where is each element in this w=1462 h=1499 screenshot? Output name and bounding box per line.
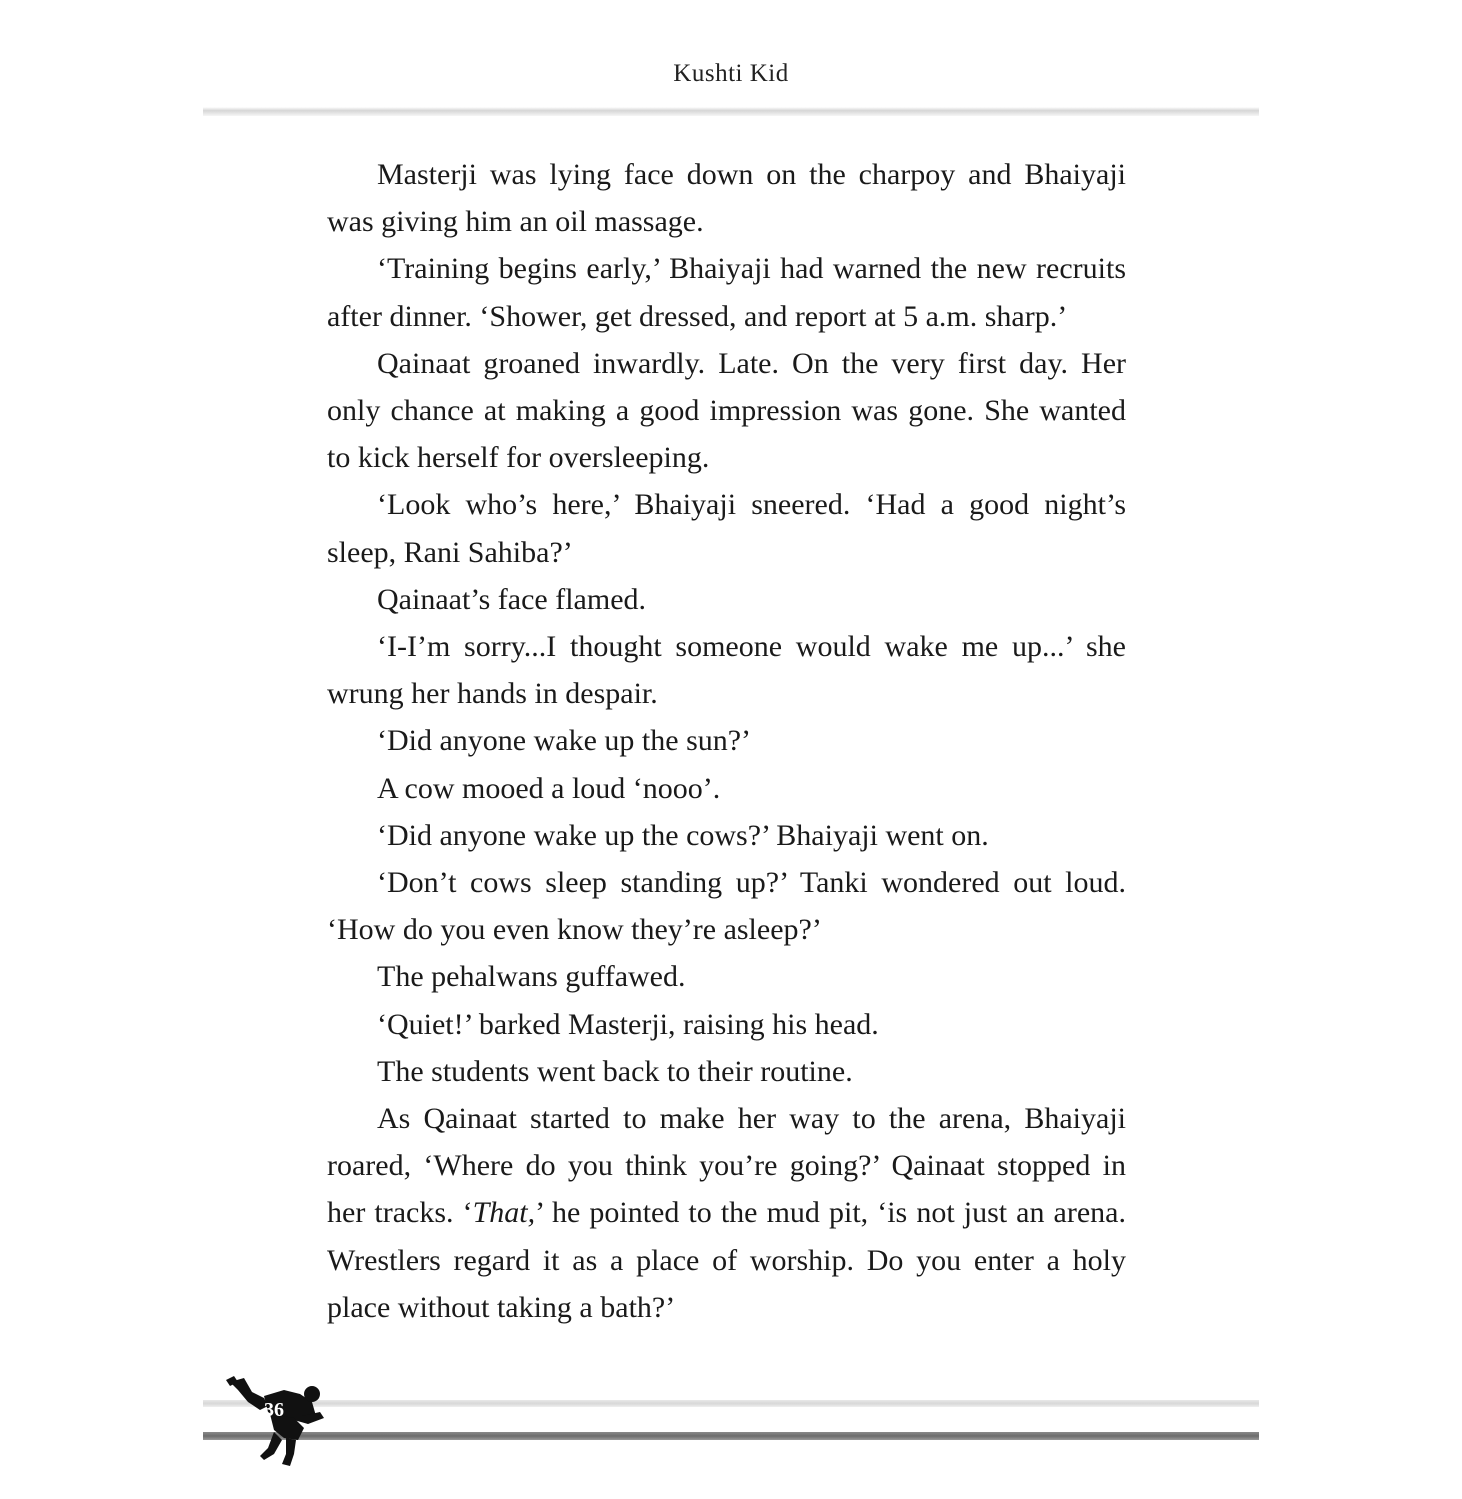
final-paragraph-end: ’ he pointed to the mud pit, ‘is not just an arena. Wrestlers regard it as a place of worship. Do you enter a holy place without taking a bath?’ <box>327 1196 1126 1324</box>
paragraph: The students went back to their routine. <box>377 1054 853 1088</box>
paragraph: The pehalwans guffawed. <box>377 960 686 994</box>
italic-word: That, <box>472 1196 536 1230</box>
final-paragraph-start: As Qainaat started to make her way to the arena, Bhaiyaji roared, ‘Where do you think you’re going?’ Qainaat stopped in her tracks. ‘ <box>327 1102 1126 1230</box>
paragraph: ‘I-I’m sorry...I thought someone would wake me up...’ she wrung her hands in despair. <box>327 630 1126 711</box>
page-number: 36 <box>264 1399 284 1421</box>
paragraph: ‘Look who’s here,’ Bhaiyaji sneered. ‘Had a good night’s sleep, Rani Sahiba?’ <box>327 488 1126 569</box>
paragraph: ‘Did anyone wake up the cows?’ Bhaiyaji went on. <box>377 818 989 852</box>
paragraph: ‘Training begins early,’ Bhaiyaji had warned the new recruits after dinner. ‘Shower, get dressed, and report at 5 a.m. sharp.’ <box>327 252 1126 333</box>
paragraph: Qainaat groaned inwardly. Late. On the very first day. Her only chance at making a good impression was gone. She wanted to kick herself for oversleeping. <box>327 346 1126 475</box>
paragraph: ‘Did anyone wake up the sun?’ <box>377 724 752 758</box>
final-paragraph <box>327 1095 1126 1331</box>
paragraph: ‘Quiet!’ barked Masterji, raising his head. <box>377 1007 879 1041</box>
paragraph: A cow mooed a loud ‘nooo’. <box>377 771 721 805</box>
body-text <box>327 151 1126 1331</box>
footer-rule-light <box>203 1400 1259 1407</box>
header-rule <box>203 107 1259 116</box>
paragraph: Qainaat’s face flamed. <box>377 582 647 616</box>
paragraph: Masterji was lying face down on the charpoy and Bhaiyaji was giving him an oil massage. <box>327 158 1126 239</box>
running-head-title: Kushti Kid <box>673 60 789 87</box>
paragraph: ‘Don’t cows sleep standing up?’ Tanki wondered out loud. ‘How do you even know they’re asleep?’ <box>327 866 1126 947</box>
footer-rule-dark <box>203 1432 1259 1440</box>
